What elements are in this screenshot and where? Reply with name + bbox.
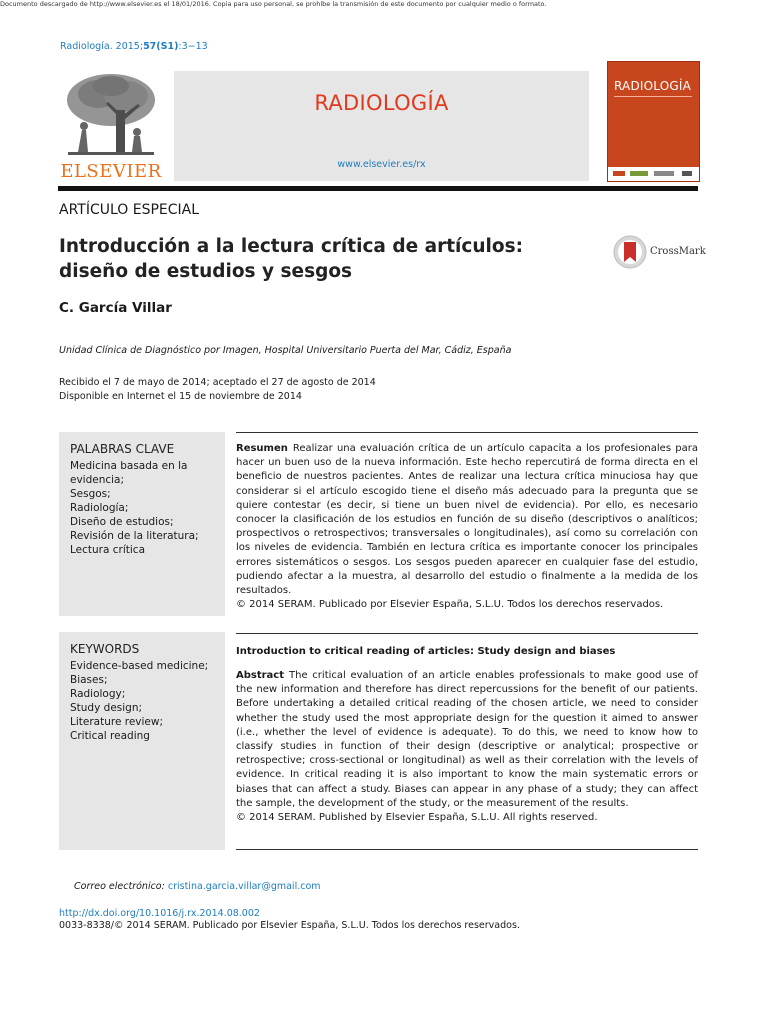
cover-logo-strip [608, 167, 699, 181]
abstract-text: The critical evaluation of an article enables professionals to make good use of the new information and therefore has direct repercussions for the benefit of our patients. Before undertaking a detailed critical reading of the chosen article, we need to consider whether the study used the most appropriate design for the question it aimed to answer (i.e., whether the level of evidence is adequate). To do this, we need to know how to classify studies in function of their design (descriptive or analytical; prospective or retrospective; cross-sectional or longitudinal) as well as their correlation with the levels of evidence. In critical reading it is also important to know the main systematic errors or biases that can affect a study. Biases can appear in any phase of a study; they can affect the sample, the development of the study, or the measurement of the results. [236, 670, 698, 809]
resumen-copyright: © 2014 SERAM. Publicado por Elsevier España, S.L.U. Todos los derechos reservados. [236, 599, 664, 611]
email-link[interactable]: cristina.garcia.villar@gmail.com [167, 881, 321, 892]
abstract-bottom-rule [236, 849, 698, 850]
received-date: Recibido el 7 de mayo de 2014; aceptado el 27 de agosto de 2014 [59, 377, 376, 388]
journal-citation[interactable] [60, 41, 208, 52]
keyword-es: Sesgos; [70, 488, 111, 500]
keyword-es: Revisión de la literatura; [70, 530, 199, 542]
keyword-en: Radiology; [70, 688, 126, 700]
keyword-es: Diseño de estudios; [70, 516, 174, 528]
article-type: ARTÍCULO ESPECIAL [59, 202, 200, 218]
keyword-en: Evidence-based medicine; [70, 660, 209, 672]
crossmark-button[interactable] [613, 235, 706, 269]
keywords-es-list [70, 459, 220, 557]
author-name: C. García Villar [59, 300, 172, 316]
keyword-es: Lectura crítica [70, 544, 146, 556]
keyword-es: Medicina basada en la evidencia; [70, 460, 188, 486]
keyword-en: Biases; [70, 674, 108, 686]
keywords-es-title: PALABRAS CLAVE [70, 442, 175, 456]
keyword-en: Study design; [70, 702, 143, 714]
doi-link[interactable]: http://dx.doi.org/10.1016/j.rx.2014.08.002 [59, 908, 260, 919]
citation-pages: :3−13 [178, 41, 208, 52]
abstract-block [236, 669, 698, 825]
abstract-copyright: © 2014 SERAM. Published by Elsevier España, S.L.U. All rights reserved. [236, 812, 598, 824]
abstract-label: Abstract [236, 670, 285, 681]
publication-dates [59, 376, 376, 404]
download-notice: Documento descargado de http://www.elsevier.es el 18/01/2016. Copia para uso personal, se prohíbe la transmisión de este documento por cualquier medio o formato. [0, 0, 547, 8]
resumen-block [236, 442, 698, 612]
keywords-en-title: KEYWORDS [70, 642, 140, 656]
article-title [59, 234, 589, 284]
header-divider [58, 186, 698, 191]
journal-name: RADIOLOGÍA [314, 91, 449, 115]
article-title-line2: diseño de estudios y sesgos [59, 261, 353, 282]
journal-cover [607, 61, 700, 182]
article-title-line1: Introducción a la lectura crítica de artículos: [59, 236, 523, 257]
online-date: Disponible en Internet el 15 de noviembre de 2014 [59, 391, 302, 402]
crossmark-icon [613, 235, 647, 269]
keywords-es-panel [59, 432, 225, 616]
crossmark-label: CrossMark [650, 246, 706, 257]
citation-volume: 57(S1) [143, 41, 179, 52]
elsevier-logo [58, 70, 164, 182]
keyword-es: Radiología; [70, 502, 129, 514]
cover-subtitle-line [614, 96, 692, 101]
journal-header [174, 71, 589, 181]
keyword-en: Literature review; [70, 716, 164, 728]
keywords-en-panel [59, 632, 225, 850]
resumen-label: Resumen [236, 443, 288, 454]
journal-url-link[interactable]: www.elsevier.es/rx [337, 159, 426, 170]
citation-journal: Radiología. 2015; [60, 41, 144, 52]
abstract-top-rule [236, 633, 698, 634]
email-label: Correo electrónico: [74, 881, 165, 892]
resumen-text: Realizar una evaluación crítica de un artículo capacita a los profesionales para hacer un buen uso de la nueva información. Este hecho repercutirá de forma directa en el beneficio de nuestros pacientes. Antes de realizar una lectura crítica minuciosa hay que considerar si el artículo escogido tiene el diseño más adecuado para la pregunta que se quiere contestar (es decir, si tiene un buen nivel de evidencia). Por ello, es necesario conocer la clasificación de los estudios en función de su diseño (descriptivos o analíticos; prospectivos o retrospectivos; transversales o longitudinales), así como su correlación con los niveles de evidencia. También en lectura crítica es importante conocer los principales errores sistemáticos o sesgos. Los sesgos pueden aparecer en cualquier fase del estudio, pudiendo afectar a la muestra, al desarrollo del estudio o finalmente a la medida de los resultados. [236, 443, 698, 597]
resumen-top-rule [236, 432, 698, 433]
cover-title: RADIOLOGÍA [614, 79, 692, 93]
keyword-en: Critical reading [70, 730, 150, 742]
author-affiliation: Unidad Clínica de Diagnóstico por Imagen, Hospital Universitario Puerta del Mar, Cádiz, España [59, 345, 512, 356]
elsevier-tree-icon [58, 70, 164, 160]
corresponding-email [74, 881, 321, 892]
footer-copyright: 0033-8338/© 2014 SERAM. Publicado por Elsevier España, S.L.U. Todos los derechos reservados. [59, 920, 520, 931]
publisher-name: ELSEVIER [60, 161, 162, 182]
keywords-en-list [70, 659, 220, 743]
english-title: Introduction to critical reading of articles: Study design and biases [236, 646, 616, 657]
